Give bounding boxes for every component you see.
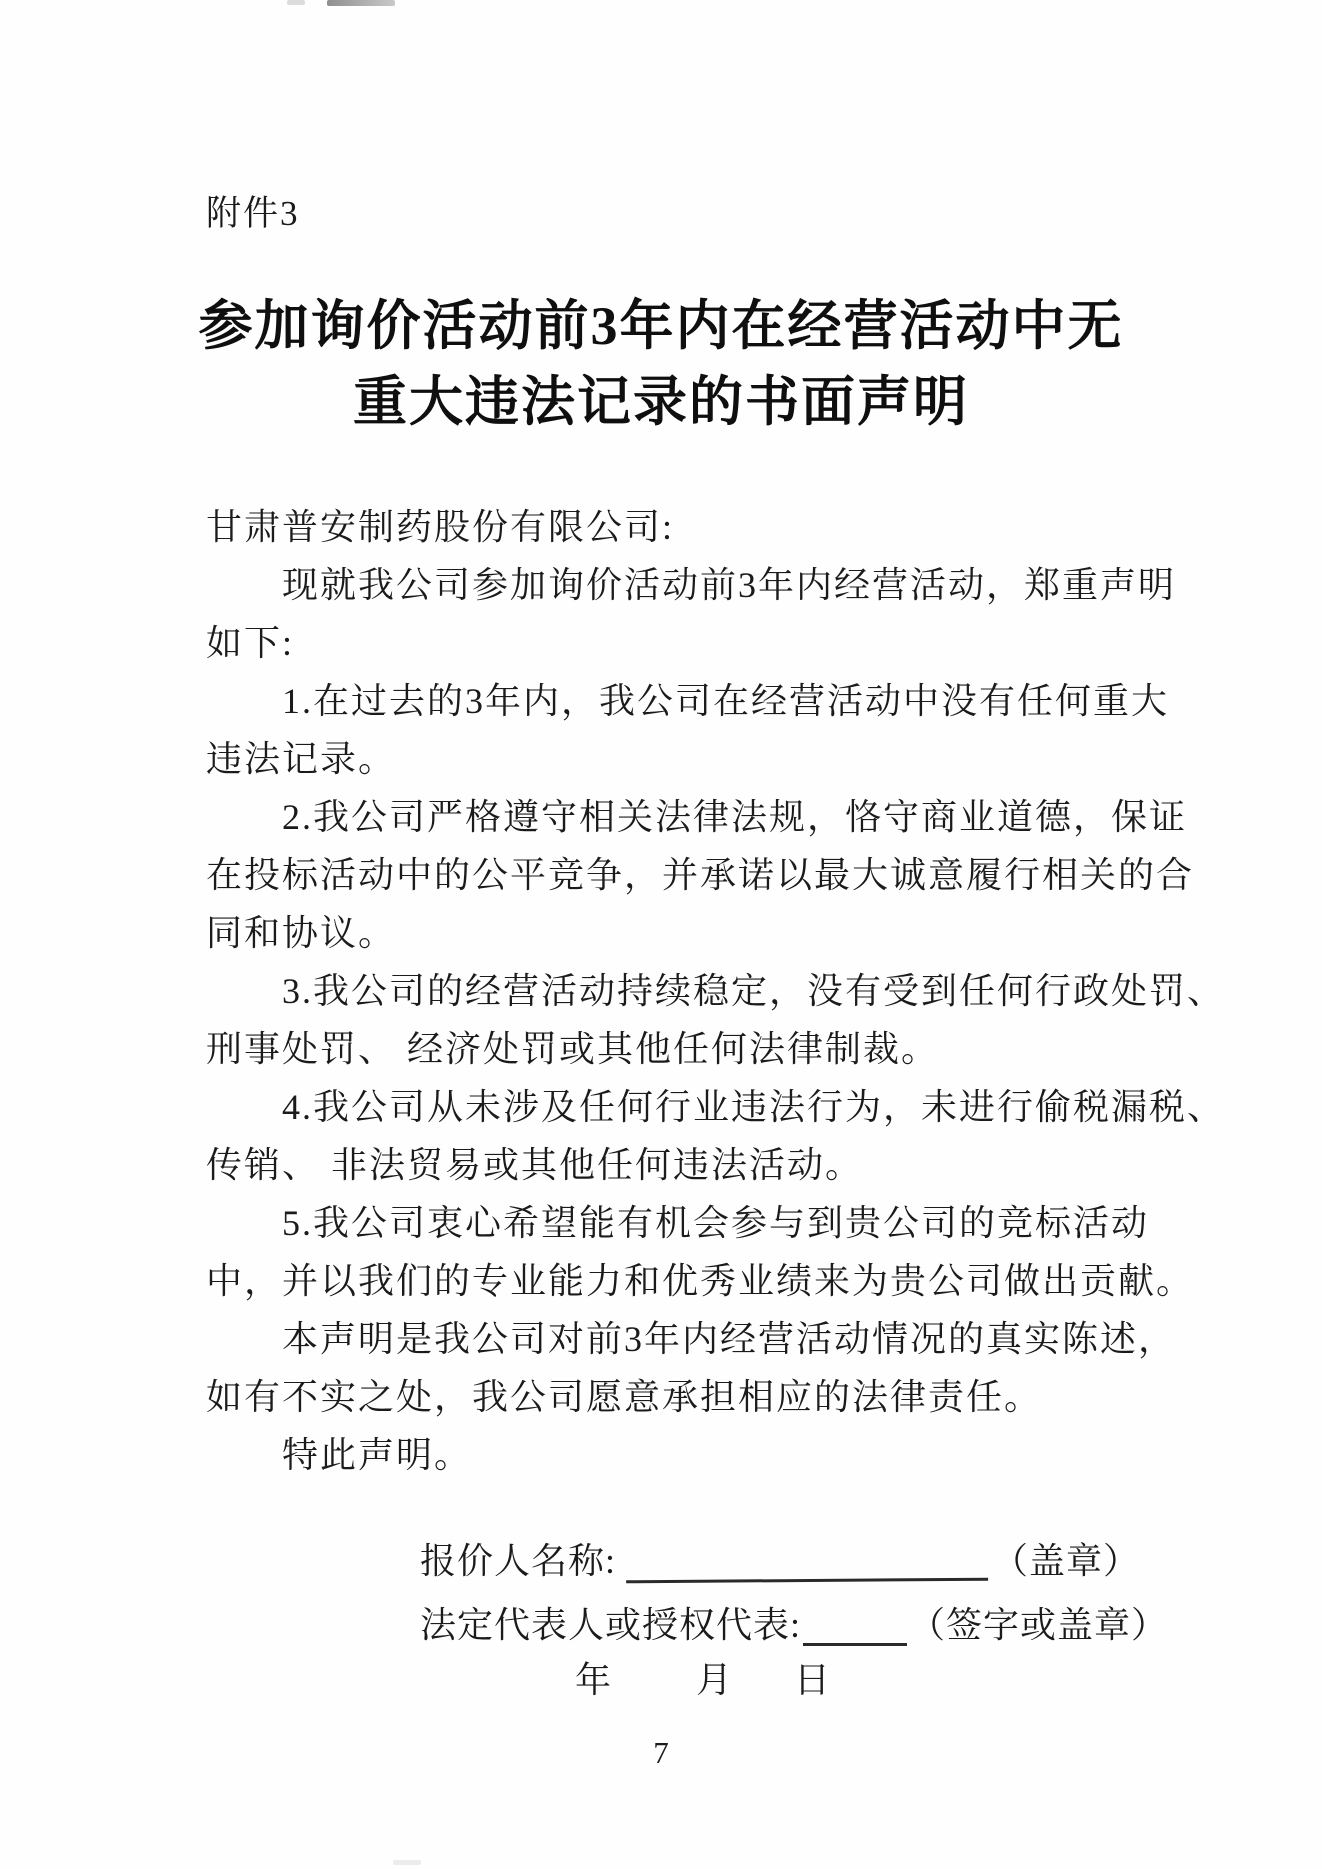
body-line: 如有不实之处，我公司愿意承担相应的法律责任。 (206, 1377, 1043, 1417)
body-line: 1.在过去的3年内，我公司在经营活动中没有任何重大 (282, 681, 1170, 721)
representative-blank-line (803, 1606, 907, 1646)
scan-artifact-top-right (327, 0, 395, 6)
representative-label: 法定代表人或授权代表: (420, 1605, 802, 1645)
seal-note: （盖章） (992, 1541, 1141, 1581)
date-day-label: 日 (794, 1660, 831, 1700)
body-line: 如下: (206, 623, 295, 663)
bidder-name-label: 报价人名称: (420, 1541, 617, 1581)
sign-or-seal-note: （签字或盖章） (909, 1605, 1169, 1645)
body-line: 中，并以我们的专业能力和优秀业绩来为贵公司做出贡献。 (206, 1261, 1195, 1301)
document-title-line2: 重大违法记录的书面声明 (353, 372, 969, 432)
date-year-label: 年 (575, 1660, 612, 1700)
date-month-label: 月 (696, 1660, 733, 1700)
body-line: 违法记录。 (206, 739, 397, 779)
scan-artifact-bottom (393, 1860, 421, 1865)
body-line: 4.我公司从未涉及任何行业违法行为，未进行偷税漏税、 (282, 1087, 1226, 1127)
body-line: 刑事处罚、 经济处罚或其他任何法律制裁。 (206, 1029, 940, 1069)
body-line: 现就我公司参加询价活动前3年内经营活动，郑重声明 (282, 565, 1177, 605)
scan-artifact-top-left (287, 0, 305, 5)
body-line: 传销、 非法贸易或其他任何违法活动。 (206, 1145, 864, 1185)
date-line (575, 1652, 830, 1703)
attachment-label: 附件3 (206, 194, 300, 233)
closing-line: 特此声明。 (282, 1435, 473, 1475)
document-title (0, 288, 1322, 440)
body-line: 本声明是我公司对前3年内经营活动情况的真实陈述， (282, 1319, 1177, 1359)
body-line: 2.我公司严格遵守相关法律法规，恪守商业道德，保证 (282, 797, 1188, 837)
document-title-line1: 参加询价活动前3年内在经营活动中无 (198, 296, 1124, 356)
body-line: 同和协议。 (206, 913, 397, 953)
document-body (206, 498, 1226, 1484)
body-line: 在投标活动中的公平竞争，并承诺以最大诚意履行相关的合 (206, 855, 1195, 895)
recipient-line: 甘肃普安制药股份有限公司: (206, 507, 675, 547)
signature-block (420, 1533, 1168, 1661)
bidder-name-row (420, 1533, 1168, 1597)
bidder-name-blank-line (626, 1541, 988, 1584)
page-number: 7 (653, 1735, 669, 1770)
body-line: 3.我公司的经营活动持续稳定，没有受到任何行政处罚、 (282, 971, 1226, 1011)
body-line: 5.我公司衷心希望能有机会参与到贵公司的竞标活动 (282, 1203, 1150, 1243)
